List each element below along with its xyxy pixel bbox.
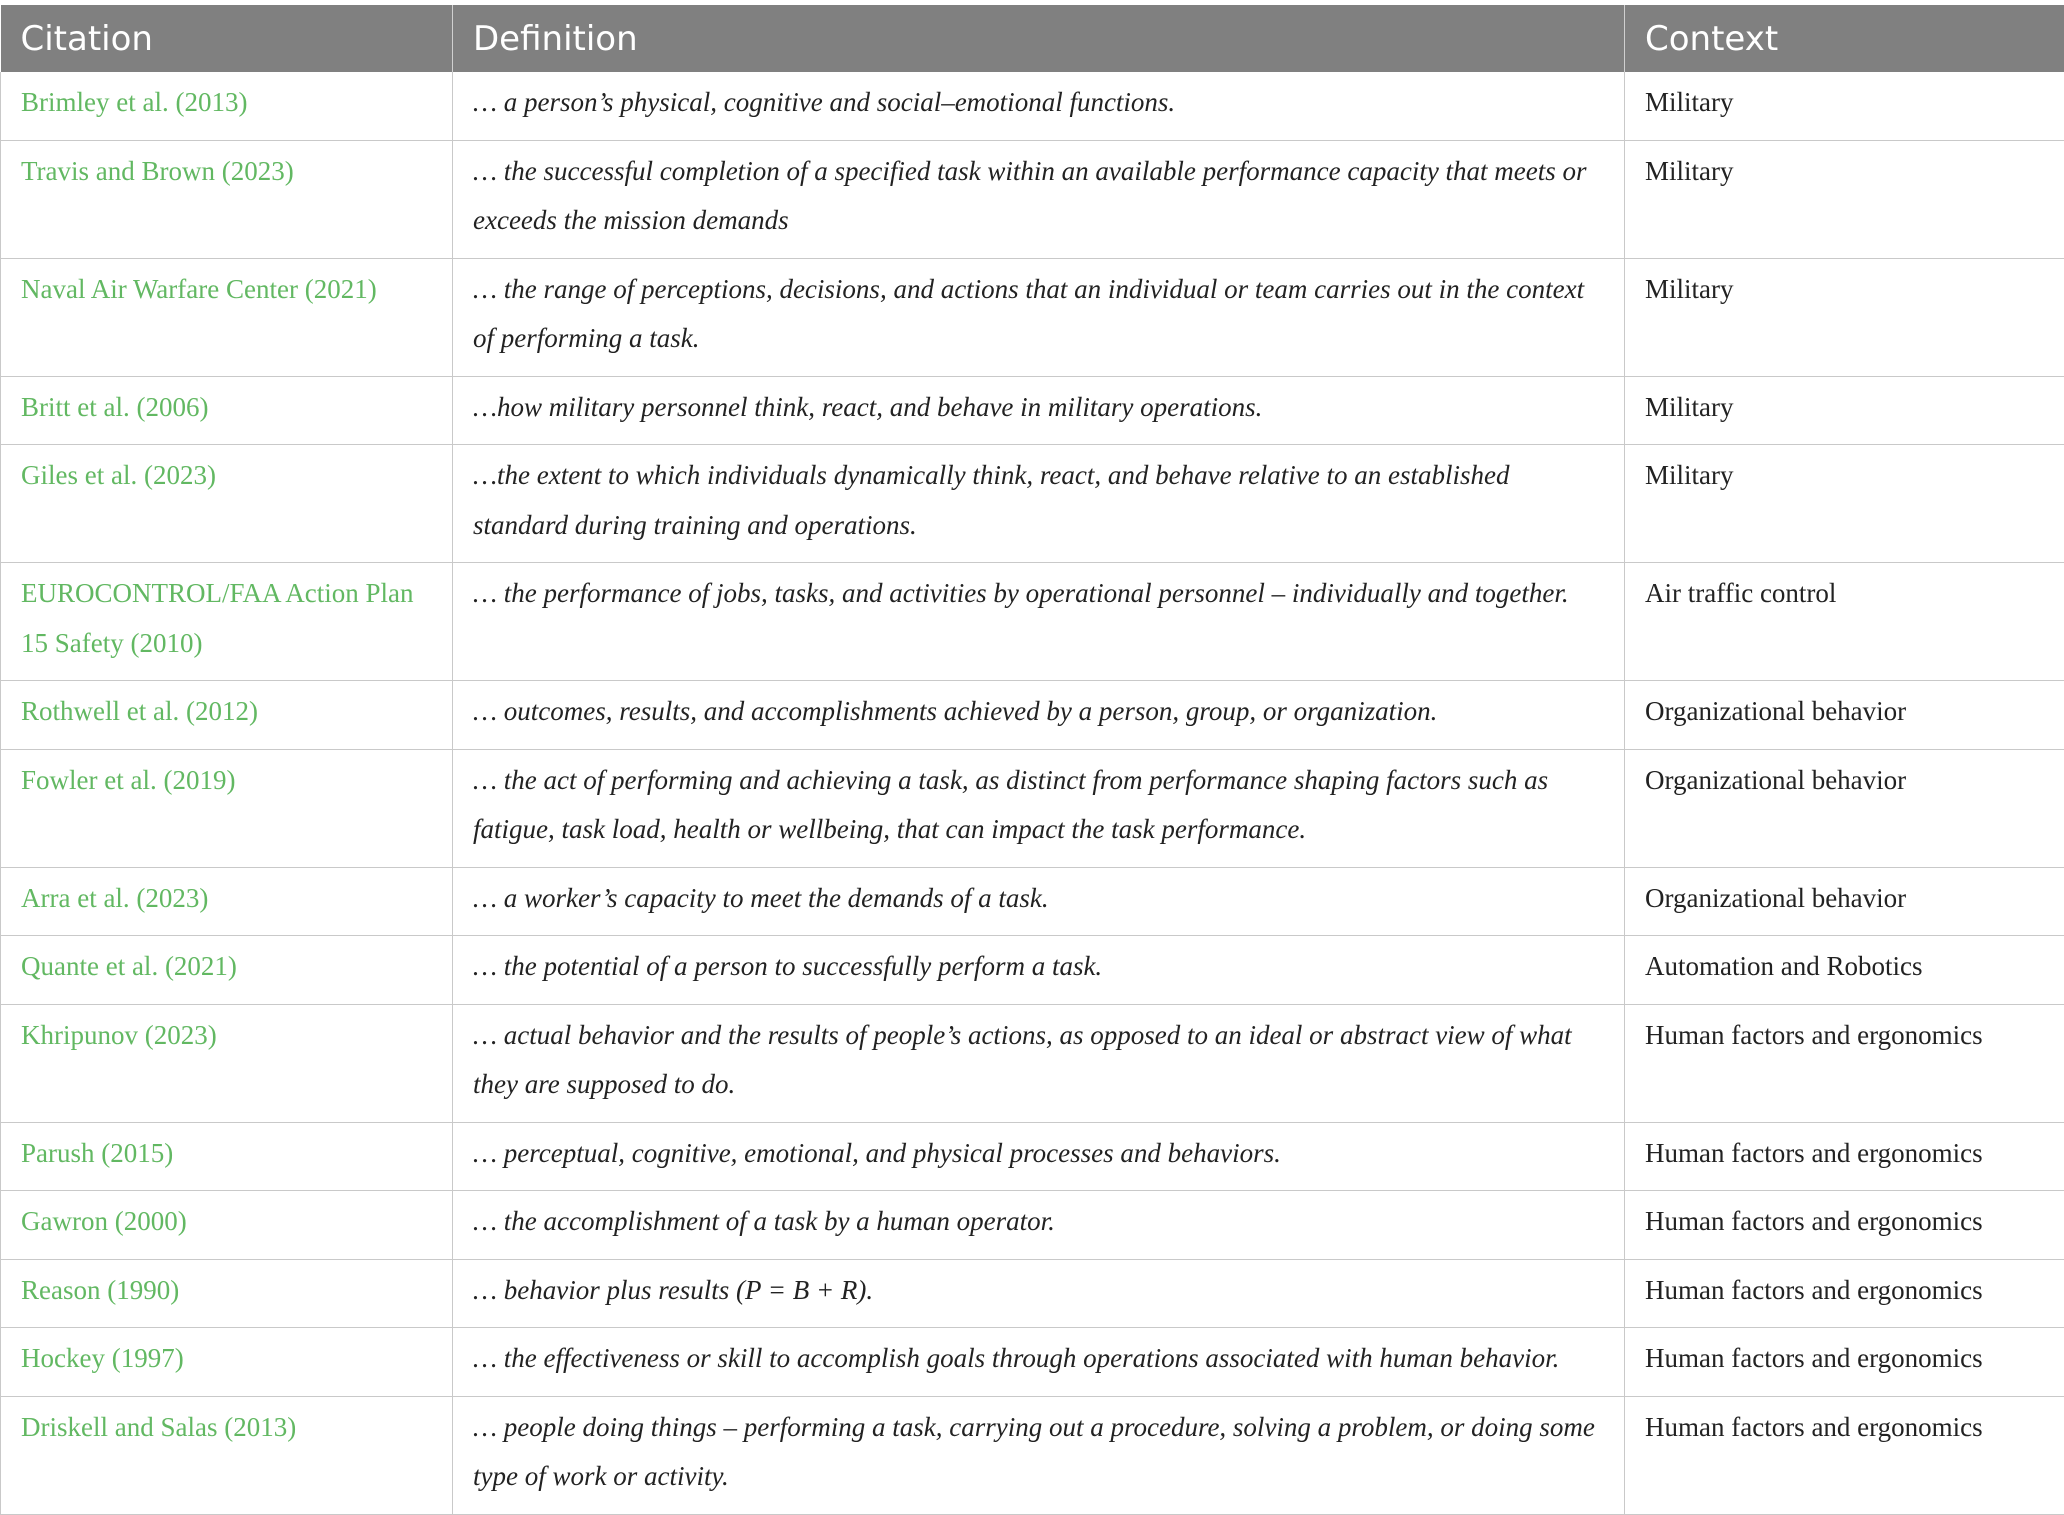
definition-cell [453,563,1625,681]
context-text: Military [1645,147,2044,197]
context-cell [1625,1122,2064,1191]
header-citation: Citation [1,5,453,72]
context-text: Human factors and ergonomics [1645,1266,2044,1316]
citation-link[interactable]: Britt et al. (2006) [21,383,432,433]
context-text: Military [1645,265,2044,315]
citation-cell[interactable] [1,376,453,445]
definition-text: …the extent to which individuals dynamically think, react, and behave relative to an established standard during training and operations. [473,451,1604,550]
citation-cell[interactable] [1,1328,453,1397]
table-row [1,563,2064,681]
context-text: Human factors and ergonomics [1645,1334,2044,1384]
table-row [1,1004,2064,1122]
context-cell [1625,376,2064,445]
citation-link[interactable]: Quante et al. (2021) [21,942,432,992]
citation-cell[interactable] [1,1191,453,1260]
table-header [1,5,2064,72]
definition-text: …how military personnel think, react, and behave in military operations. [473,383,1604,433]
definition-cell [453,1259,1625,1328]
citation-cell[interactable] [1,1396,453,1514]
context-cell [1625,1328,2064,1397]
citation-link[interactable]: Giles et al. (2023) [21,451,432,501]
context-text: Military [1645,451,2044,501]
definitions-table [0,5,2064,1515]
context-text: Human factors and ergonomics [1645,1403,2044,1453]
definition-text: … the potential of a person to successfully perform a task. [473,942,1604,992]
citation-cell[interactable] [1,1259,453,1328]
definition-cell [453,376,1625,445]
citation-link[interactable]: Reason (1990) [21,1266,432,1316]
header-context: Context [1625,5,2064,72]
definition-cell [453,1328,1625,1397]
context-cell [1625,867,2064,936]
context-cell [1625,1396,2064,1514]
citation-link[interactable]: Driskell and Salas (2013) [21,1403,432,1453]
definition-text: … perceptual, cognitive, emotional, and physical processes and behaviors. [473,1129,1604,1179]
citation-link[interactable]: Parush (2015) [21,1129,432,1179]
definition-cell [453,140,1625,258]
context-text: Automation and Robotics [1645,942,2044,992]
citation-link[interactable]: Naval Air Warfare Center (2021) [21,265,432,315]
definition-cell [453,258,1625,376]
definition-cell [453,1191,1625,1260]
citation-link[interactable]: Gawron (2000) [21,1197,432,1247]
context-text: Human factors and ergonomics [1645,1129,2044,1179]
citation-link[interactable]: Arra et al. (2023) [21,874,432,924]
definition-text: … the accomplishment of a task by a human operator. [473,1197,1604,1247]
context-cell [1625,1191,2064,1260]
citation-cell[interactable] [1,749,453,867]
table-body [1,72,2064,1514]
context-text: Human factors and ergonomics [1645,1011,2044,1061]
definition-text: … the effectiveness or skill to accomplish goals through operations associated with human behavior. [473,1334,1604,1384]
table-row [1,1191,2064,1260]
definition-text: … the performance of jobs, tasks, and activities by operational personnel – individually and together. [473,569,1604,619]
table-row [1,376,2064,445]
table-row [1,258,2064,376]
citation-cell[interactable] [1,258,453,376]
context-cell [1625,1259,2064,1328]
table-row [1,867,2064,936]
definition-text: … the range of perceptions, decisions, and actions that an individual or team carries out in the context of performing a task. [473,265,1604,364]
definition-text: … the act of performing and achieving a task, as distinct from performance shaping factors such as fatigue, task load, health or wellbeing, that can impact the task performance. [473,756,1604,855]
context-cell [1625,681,2064,750]
table-row [1,1122,2064,1191]
context-text: Military [1645,383,2044,433]
context-cell [1625,258,2064,376]
citation-link[interactable]: Fowler et al. (2019) [21,756,432,806]
definition-cell [453,867,1625,936]
citation-cell[interactable] [1,445,453,563]
definition-cell [453,72,1625,140]
context-cell [1625,936,2064,1005]
context-text: Human factors and ergonomics [1645,1197,2044,1247]
context-text: Air traffic control [1645,569,2044,619]
context-cell [1625,445,2064,563]
context-text: Organizational behavior [1645,756,2044,806]
context-cell [1625,563,2064,681]
citation-link[interactable]: Khripunov (2023) [21,1011,432,1061]
citation-cell[interactable] [1,1122,453,1191]
definition-text: … the successful completion of a specified task within an available performance capacity that meets or exceeds the mission demands [473,147,1604,246]
context-cell [1625,72,2064,140]
definition-cell [453,936,1625,1005]
table-row [1,1328,2064,1397]
citation-cell[interactable] [1,867,453,936]
definition-text: … people doing things – performing a task, carrying out a procedure, solving a problem, or doing some type of work or activity. [473,1403,1604,1502]
header-row [1,5,2064,72]
context-text: Organizational behavior [1645,687,2044,737]
definition-text: … behavior plus results (P = B + R). [473,1266,1604,1316]
context-cell [1625,1004,2064,1122]
context-text: Organizational behavior [1645,874,2044,924]
citation-cell[interactable] [1,936,453,1005]
citation-link[interactable]: Hockey (1997) [21,1334,432,1384]
citation-link[interactable]: Travis and Brown (2023) [21,147,432,197]
table-row [1,72,2064,140]
definition-cell [453,1122,1625,1191]
citation-cell[interactable] [1,563,453,681]
header-definition: Definition [453,5,1625,72]
definition-cell [453,1004,1625,1122]
definition-text: … outcomes, results, and accomplishments achieved by a person, group, or organization. [473,687,1604,737]
citation-cell[interactable] [1,1004,453,1122]
citation-cell[interactable] [1,140,453,258]
context-cell [1625,140,2064,258]
citation-cell[interactable] [1,72,453,140]
table-row [1,1259,2064,1328]
table-row [1,681,2064,750]
table-row [1,445,2064,563]
citation-link[interactable]: EUROCONTROL/FAA Action Plan 15 Safety (2010) [21,569,432,668]
table-row [1,140,2064,258]
table-row [1,1396,2064,1514]
context-cell [1625,749,2064,867]
table-row [1,749,2064,867]
citation-link[interactable]: Brimley et al. (2013) [21,78,432,128]
definition-cell [453,749,1625,867]
definition-text: … actual behavior and the results of people’s actions, as opposed to an ideal or abstract view of what they are supposed to do. [473,1011,1604,1110]
definition-cell [453,681,1625,750]
table-row [1,936,2064,1005]
context-text: Military [1645,78,2044,128]
definition-text: … a worker’s capacity to meet the demands of a task. [473,874,1604,924]
definition-text: … a person’s physical, cognitive and social–emotional functions. [473,78,1604,128]
definitions-table-container [0,5,2064,1515]
definition-cell [453,1396,1625,1514]
definition-cell [453,445,1625,563]
citation-cell[interactable] [1,681,453,750]
citation-link[interactable]: Rothwell et al. (2012) [21,687,432,737]
